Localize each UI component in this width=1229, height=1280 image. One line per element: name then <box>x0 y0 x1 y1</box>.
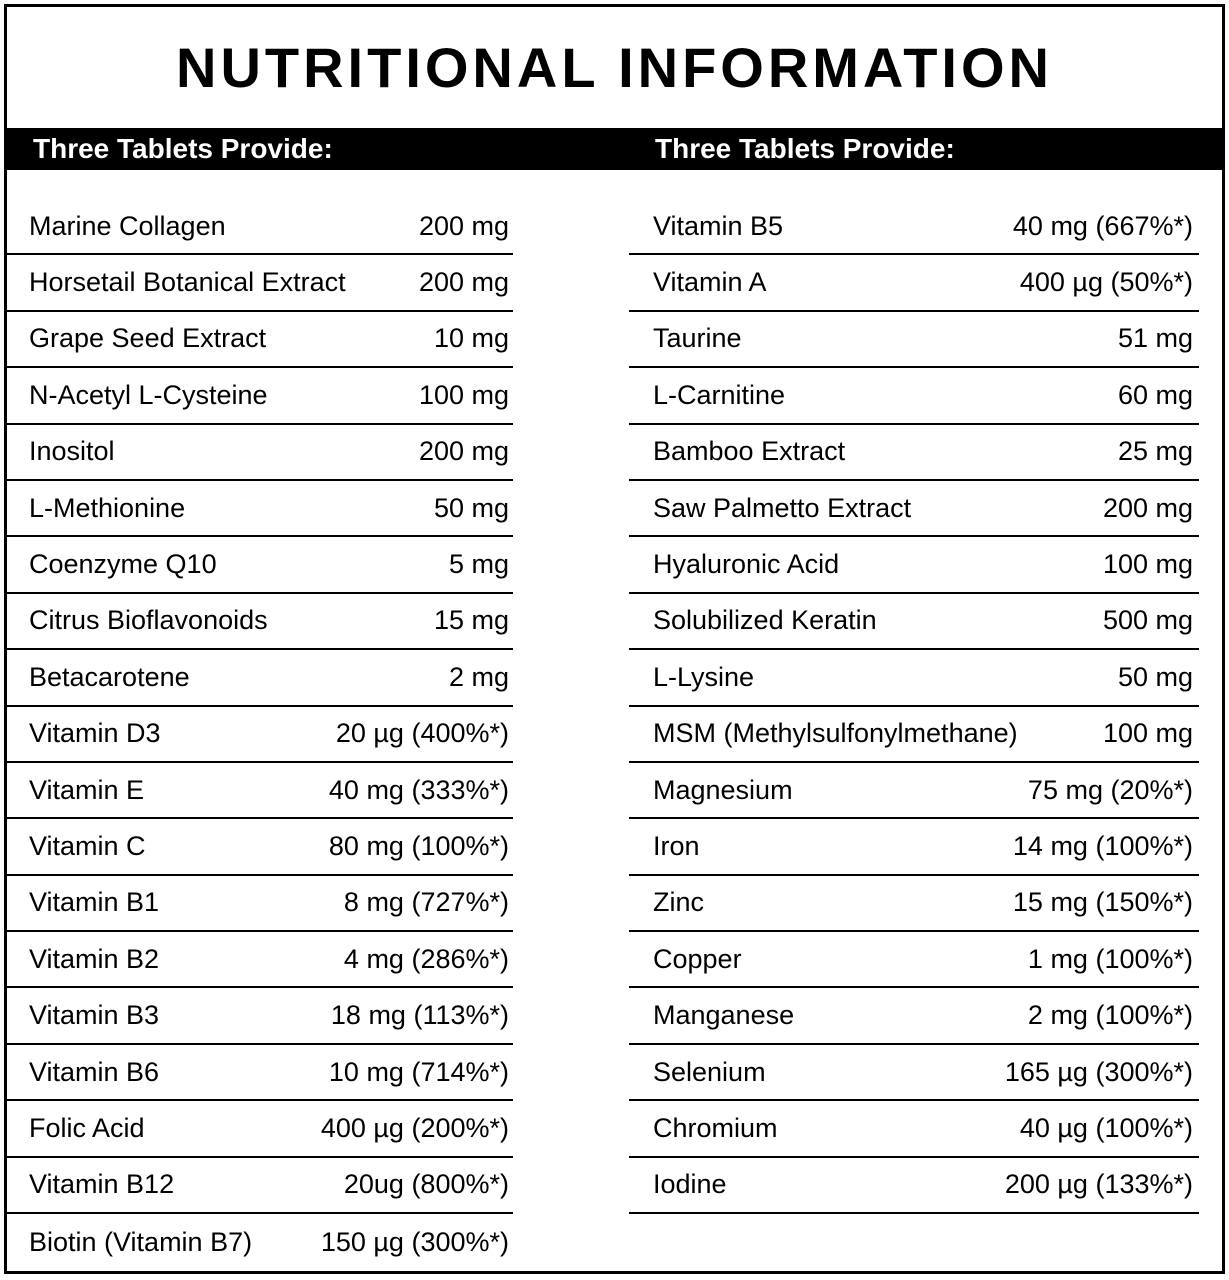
nutrient-name: Grape Seed Extract <box>29 323 267 354</box>
nutrient-amount: 50 mg <box>433 492 509 523</box>
nutrient-amount: 500 mg <box>1102 605 1193 636</box>
nutrient-amount: 8 mg (727%*) <box>343 887 509 918</box>
nutrient-name: Copper <box>653 943 742 974</box>
table-row <box>629 1045 1199 1101</box>
nutrient-name: MSM (Methylsulfonylmethane) <box>653 718 1018 749</box>
table-row <box>629 988 1199 1044</box>
table-row <box>629 763 1199 819</box>
nutrient-name: Folic Acid <box>29 1112 145 1143</box>
header-bar <box>7 128 1222 170</box>
table-row <box>7 481 513 537</box>
nutrient-amount: 200 mg <box>418 210 509 241</box>
table-row <box>629 1101 1199 1157</box>
nutrient-amount: 400 µg (200%*) <box>320 1112 509 1143</box>
table-row <box>7 312 513 368</box>
table-row <box>7 650 513 706</box>
nutrient-name: Iodine <box>653 1169 727 1200</box>
nutrient-amount: 10 mg <box>433 323 509 354</box>
nutrient-amount: 50 mg <box>1117 661 1193 692</box>
nutrient-name: Selenium <box>653 1056 766 1087</box>
nutrition-panel <box>4 4 1225 1274</box>
table-row <box>7 876 513 932</box>
nutrient-name: Hyaluronic Acid <box>653 549 840 580</box>
table-row <box>7 255 513 311</box>
nutrient-amount: 40 mg (333%*) <box>328 774 509 805</box>
nutrient-amount: 100 mg <box>418 379 509 410</box>
nutrient-name: Solubilized Keratin <box>653 605 877 636</box>
nutrient-amount: 75 mg (20%*) <box>1027 774 1193 805</box>
nutrient-amount: 15 mg <box>433 605 509 636</box>
nutrient-name: Taurine <box>653 323 742 354</box>
nutrient-name: L-Carnitine <box>653 379 786 410</box>
table-row <box>629 368 1199 424</box>
nutrient-name: Biotin (Vitamin B7) <box>29 1226 253 1257</box>
nutrient-amount: 25 mg <box>1117 436 1193 467</box>
right-column-header: Three Tablets Provide: <box>655 133 955 164</box>
table-row <box>7 932 513 988</box>
nutrient-amount: 80 mg (100%*) <box>328 830 509 861</box>
table-row <box>7 199 513 255</box>
nutrient-name: Iron <box>653 830 700 861</box>
nutrient-name: Zinc <box>653 887 705 918</box>
nutrient-amount: 4 mg (286%*) <box>343 943 509 974</box>
table-row <box>629 481 1199 537</box>
nutrient-name: Vitamin B12 <box>29 1169 175 1200</box>
nutrient-amount: 60 mg <box>1117 379 1193 410</box>
table-row <box>7 819 513 875</box>
nutrient-name: Vitamin D3 <box>29 718 161 749</box>
nutrient-name: Manganese <box>653 1000 795 1031</box>
nutrient-amount: 1 mg (100%*) <box>1027 943 1193 974</box>
nutrient-amount: 10 mg (714%*) <box>328 1056 509 1087</box>
left-column-header: Three Tablets Provide: <box>33 133 333 164</box>
nutrient-amount: 14 mg (100%*) <box>1012 830 1193 861</box>
nutrient-name: Vitamin B1 <box>29 887 160 918</box>
nutrient-name: Magnesium <box>653 774 793 805</box>
nutrient-amount: 20ug (800%*) <box>343 1169 509 1200</box>
table-row <box>7 368 513 424</box>
nutrient-name: Saw Palmetto Extract <box>653 492 912 523</box>
nutrient-amount: 100 mg <box>1102 549 1193 580</box>
page-title: NUTRITIONAL INFORMATION <box>176 36 1053 99</box>
nutrient-name: Vitamin B5 <box>653 210 784 241</box>
table-row <box>629 199 1199 255</box>
nutrient-name: Chromium <box>653 1112 778 1143</box>
table-row <box>7 537 513 593</box>
nutrient-name: Betacarotene <box>29 661 190 692</box>
nutrient-name: Citrus Bioflavonoids <box>29 605 268 636</box>
nutrient-name: L-Methionine <box>29 492 186 523</box>
table-row <box>629 876 1199 932</box>
nutrient-amount: 40 mg (667%*) <box>1012 210 1193 241</box>
nutrient-name: Coenzyme Q10 <box>29 549 217 580</box>
nutrient-amount: 40 µg (100%*) <box>1019 1112 1193 1143</box>
table-row <box>7 1158 513 1214</box>
nutrient-amount: 200 mg <box>418 267 509 298</box>
nutrient-amount: 400 µg (50%*) <box>1019 267 1193 298</box>
nutrient-name: Vitamin C <box>29 830 146 861</box>
table-row <box>7 988 513 1044</box>
nutrient-amount: 20 µg (400%*) <box>335 718 509 749</box>
table-row <box>629 255 1199 311</box>
nutrient-name: N-Acetyl L-Cysteine <box>29 379 268 410</box>
right-column <box>629 199 1199 1214</box>
table-row <box>629 312 1199 368</box>
table-row <box>629 932 1199 988</box>
nutrient-amount: 200 µg (133%*) <box>1004 1169 1193 1200</box>
table-row <box>629 1158 1199 1214</box>
table-row <box>7 594 513 650</box>
table-row <box>629 594 1199 650</box>
table-row <box>7 1214 513 1270</box>
table-row <box>7 707 513 763</box>
nutrient-amount: 51 mg <box>1117 323 1193 354</box>
nutrient-amount: 2 mg (100%*) <box>1027 1000 1193 1031</box>
nutrient-amount: 18 mg (113%*) <box>330 1000 509 1031</box>
table-row <box>629 425 1199 481</box>
nutrient-amount: 165 µg (300%*) <box>1004 1056 1193 1087</box>
nutrient-name: Vitamin E <box>29 774 145 805</box>
nutrient-name: Inositol <box>29 436 115 467</box>
nutrient-name: Vitamin B2 <box>29 943 160 974</box>
nutrient-amount: 15 mg (150%*) <box>1012 887 1193 918</box>
nutrient-amount: 200 mg <box>418 436 509 467</box>
table-row <box>7 425 513 481</box>
nutrient-name: Vitamin A <box>653 267 767 298</box>
nutrient-amount: 100 mg <box>1102 718 1193 749</box>
nutrient-name: Bamboo Extract <box>653 436 846 467</box>
nutrient-amount: 200 mg <box>1102 492 1193 523</box>
table-row <box>629 537 1199 593</box>
nutrient-name: Marine Collagen <box>29 210 226 241</box>
nutrient-name: Vitamin B3 <box>29 1000 160 1031</box>
table-row <box>7 1101 513 1157</box>
nutrient-amount: 2 mg <box>448 661 509 692</box>
nutrient-name: L-Lysine <box>653 661 755 692</box>
table-row <box>7 763 513 819</box>
table-row <box>7 1045 513 1101</box>
left-column <box>7 199 513 1270</box>
nutrient-amount: 5 mg <box>448 549 509 580</box>
nutrient-amount: 150 µg (300%*) <box>320 1226 509 1257</box>
nutrient-name: Vitamin B6 <box>29 1056 160 1087</box>
table-row <box>629 819 1199 875</box>
table-row <box>629 650 1199 706</box>
table-row <box>629 707 1199 763</box>
nutrient-name: Horsetail Botanical Extract <box>29 267 346 298</box>
